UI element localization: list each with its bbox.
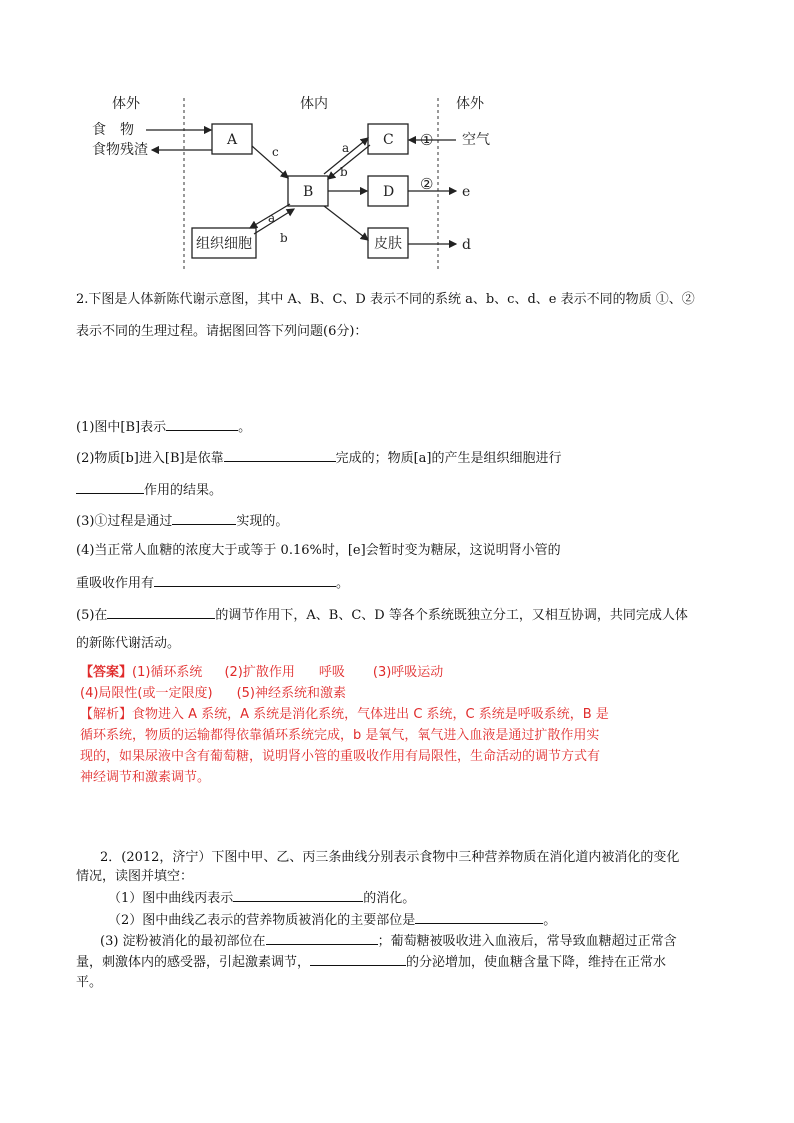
- arrow-label-a-upper: a: [342, 141, 350, 155]
- q2-blank-3[interactable]: [266, 932, 378, 945]
- blank-2b[interactable]: [76, 481, 144, 494]
- q1-intro-line1: 2.下图是人体新陈代谢示意图，其中 A、B、C、D 表示不同的系统 a、b、c、d、e 表示不同的物质 ①、②: [76, 292, 695, 307]
- arrow-label-c: c: [272, 145, 279, 159]
- label-air: 空气: [462, 132, 490, 148]
- arrow-label-a-lower: a: [268, 211, 276, 225]
- q1-item1-post: 。: [238, 420, 252, 435]
- blank-4[interactable]: [154, 574, 336, 587]
- q2-item3-pre: (3) 淀粉被消化的最初部位在: [100, 934, 266, 949]
- diagram-lines: [84, 94, 504, 274]
- q1-intro-line2: 表示不同的生理过程。请据图回答下列问题(6分)：: [76, 324, 368, 339]
- box-cells-label: 组织细胞: [196, 236, 252, 252]
- q1-item2-line2-post: 作用的结果。: [144, 483, 223, 498]
- q1-item3-post: 实现的。: [236, 514, 289, 529]
- q1-item4-line2: [76, 574, 349, 592]
- analysis-line2: 循环系统，物质的运输都得依靠循环系统完成，b 是氧气，氧气进入血液是通过扩散作用实: [80, 728, 600, 743]
- metabolism-diagram: [84, 94, 504, 274]
- q1-item5-post: 的调节作用下，A、B、C、D 等各个系统既独立分工，又相互协调，共同完成人体: [215, 608, 688, 623]
- box-skin-label: 皮肤: [374, 236, 402, 252]
- q1-item2: [76, 449, 561, 467]
- q2-item3-line3: 平。: [76, 975, 103, 990]
- q2-line2: 情况，读图并填空：: [76, 869, 194, 884]
- q2-item3-line2-post: 的分泌增加，使血糖含量下降，维持在正常水: [406, 955, 667, 970]
- blank-5[interactable]: [107, 606, 215, 619]
- blank-2a[interactable]: [224, 449, 336, 462]
- q2-item3-line2-pre: 量，刺激体内的感受器，引起激素调节，: [76, 955, 311, 970]
- answer-4: (4)局限性(或一定限度): [80, 686, 213, 701]
- answer-1: (1)循环系统: [132, 665, 203, 680]
- process-1-mark: ①: [420, 131, 434, 149]
- q2-item2-pre: （2）图中曲线乙表示的营养物质被消化的主要部位是: [108, 913, 416, 928]
- q1-item5-line2: 的新陈代谢活动。: [76, 636, 181, 651]
- q2-line1: 2．(2012，济宁）下图中甲、乙、丙三条曲线分别表示食物中三种营养物质在消化道内被消化的变化: [100, 850, 680, 865]
- q2-blank-4[interactable]: [310, 953, 406, 966]
- box-b-label: B: [303, 184, 314, 200]
- label-e: e: [462, 184, 471, 200]
- q2-item2-post: 。: [543, 913, 557, 928]
- arrow-label-b-lower: b: [280, 231, 288, 245]
- q2-item1: [108, 889, 415, 907]
- blank-3[interactable]: [172, 512, 236, 525]
- q1-item2-post: 完成的；物质[a]的产生是组织细胞进行: [335, 451, 562, 466]
- analysis-line1: 【解析】食物进入 A 系统，A 系统是消化系统，气体进出 C 系统，C 系统是呼吸系统，B 是: [80, 707, 609, 722]
- arrow-label-b-upper: b: [340, 165, 348, 179]
- blank-1[interactable]: [166, 418, 238, 431]
- label-food: 食 物: [92, 122, 134, 138]
- q1-item4-pre: 重吸收作用有: [76, 576, 155, 591]
- q1-item3-pre: (3)①过程是通过: [76, 514, 173, 529]
- label-d: d: [462, 237, 471, 253]
- q2-item3-mid: ；葡萄糖被吸收进入血液后，常导致血糖超过正常含: [377, 934, 677, 949]
- q2-item1-pre: （1）图中曲线丙表示: [108, 891, 234, 906]
- answer-2b: 呼吸: [318, 665, 345, 680]
- label-outside-right: 体外: [456, 96, 484, 112]
- q1-item2-pre: (2)物质[b]进入[B]是依靠: [76, 451, 224, 466]
- label-food-residue: 食物残渣: [92, 142, 148, 158]
- q1-item2-line2: [76, 481, 222, 499]
- analysis-line3: 现的，如果尿液中含有葡萄糖，说明肾小管的重吸收作用有局限性，生命活动的调节方式有: [80, 749, 601, 764]
- q1-item1: [76, 418, 251, 436]
- q2-item2: [108, 911, 556, 929]
- q2-item3-line2: [76, 953, 666, 971]
- process-2-mark: ②: [420, 175, 434, 193]
- box-c-label: C: [383, 132, 394, 148]
- q1-item5-pre: (5)在: [76, 608, 108, 623]
- answer-3: (3)呼吸运动: [372, 665, 444, 680]
- box-a-label: A: [227, 132, 238, 148]
- q1-item1-pre: (1)图中[B]表示: [76, 420, 167, 435]
- box-d-label: D: [383, 184, 395, 200]
- q1-item4-post: 。: [336, 576, 350, 591]
- q1-item5: [76, 606, 688, 624]
- q2-blank-2[interactable]: [415, 911, 543, 924]
- answer-label: 【答案】: [80, 665, 133, 680]
- q2-item1-post: 的消化。: [363, 891, 416, 906]
- answer-2: (2)扩散作用: [224, 665, 295, 680]
- answer-line2: [80, 686, 346, 702]
- answer-line1: [80, 665, 443, 681]
- label-outside-left: 体外: [112, 96, 140, 112]
- q2-blank-1[interactable]: [233, 889, 363, 902]
- label-inside: 体内: [300, 96, 328, 112]
- q1-item3: [76, 512, 288, 530]
- analysis-line4: 神经调节和激素调节。: [80, 770, 211, 785]
- q1-item4-line1: (4)当正常人血糖的浓度大于或等于 0.16%时，[e]会暂时变为糖尿，这说明肾小管的: [76, 543, 561, 558]
- answer-5: (5)神经系统和激素: [236, 686, 346, 701]
- q2-item3-line1: [100, 932, 677, 950]
